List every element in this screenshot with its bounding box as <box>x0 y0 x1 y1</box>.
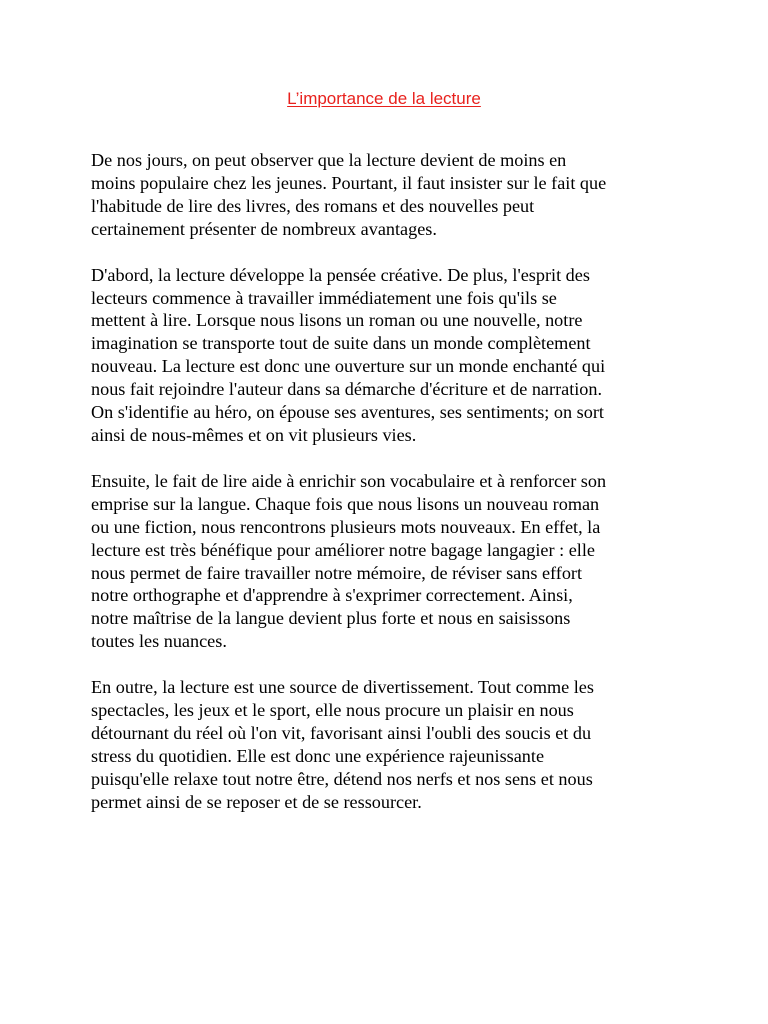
text-line: ainsi de nous-mêmes et on vit plusieurs vies. <box>91 424 417 445</box>
text-line: l'habitude de lire des livres, des romans et des nouvelles peut <box>91 195 535 216</box>
text-line: nous fait rejoindre l'auteur dans sa démarche d'écriture et de narration. <box>91 379 603 400</box>
paragraph-1 <box>91 149 691 241</box>
text-line: nous permet de faire travailler notre mémoire, de réviser sans effort <box>91 562 583 583</box>
text-line: stress du quotidien. Elle est donc une expérience rajeunissante <box>91 745 545 766</box>
text-line: Ensuite, le fait de lire aide à enrichir son vocabulaire et à renforcer son <box>91 470 607 491</box>
text-line: permet ainsi de se reposer et de se ressourcer. <box>91 791 422 812</box>
text-line: notre maîtrise de la langue devient plus forte et nous en saisissons <box>91 608 571 629</box>
text-line: détournant du réel où l'on vit, favorisant ainsi l'oubli des soucis et du <box>91 722 592 743</box>
text-line: toutes les nuances. <box>91 631 227 652</box>
text-line: lecture est très bénéfique pour améliorer notre bagage langagier : elle <box>91 539 595 560</box>
paragraph-2 <box>91 264 691 447</box>
text-line: En outre, la lecture est une source de divertissement. Tout comme les <box>91 677 594 698</box>
paragraph-3 <box>91 470 691 653</box>
text-line: certainement présenter de nombreux avantages. <box>91 218 437 239</box>
text-line: puisqu'elle relaxe tout notre être, détend nos nerfs et nos sens et nous <box>91 768 593 789</box>
text-line: emprise sur la langue. Chaque fois que nous lisons un nouveau roman <box>91 493 600 514</box>
paragraph-4 <box>91 676 691 813</box>
text-line: De nos jours, on peut observer que la lecture devient de moins en <box>91 150 567 170</box>
text-line: lecteurs commence à travailler immédiatement une fois qu'ils se <box>91 287 557 308</box>
text-line: spectacles, les jeux et le sport, elle nous procure un plaisir en nous <box>91 700 574 721</box>
document-title: L’importance de la lecture <box>287 89 481 108</box>
text-line: imagination se transporte tout de suite dans un monde complètement <box>91 333 591 354</box>
text-line: ou une fiction, nous rencontrons plusieurs mots nouveaux. En effet, la <box>91 516 601 537</box>
text-line: nouveau. La lecture est donc une ouverture sur un monde enchanté qui <box>91 356 606 377</box>
text-line: moins populaire chez les jeunes. Pourtant, il faut insister sur le fait que <box>91 172 607 193</box>
text-line: mettent à lire. Lorsque nous lisons un roman ou une nouvelle, notre <box>91 310 583 331</box>
text-line: notre orthographe et d'apprendre à s'exprimer correctement. Ainsi, <box>91 585 573 606</box>
document-body <box>91 149 691 837</box>
text-line: On s'identifie au héro, on épouse ses aventures, ses sentiments; on sort <box>91 402 604 423</box>
text-line: D'abord, la lecture développe la pensée créative. De plus, l'esprit des <box>91 264 590 285</box>
